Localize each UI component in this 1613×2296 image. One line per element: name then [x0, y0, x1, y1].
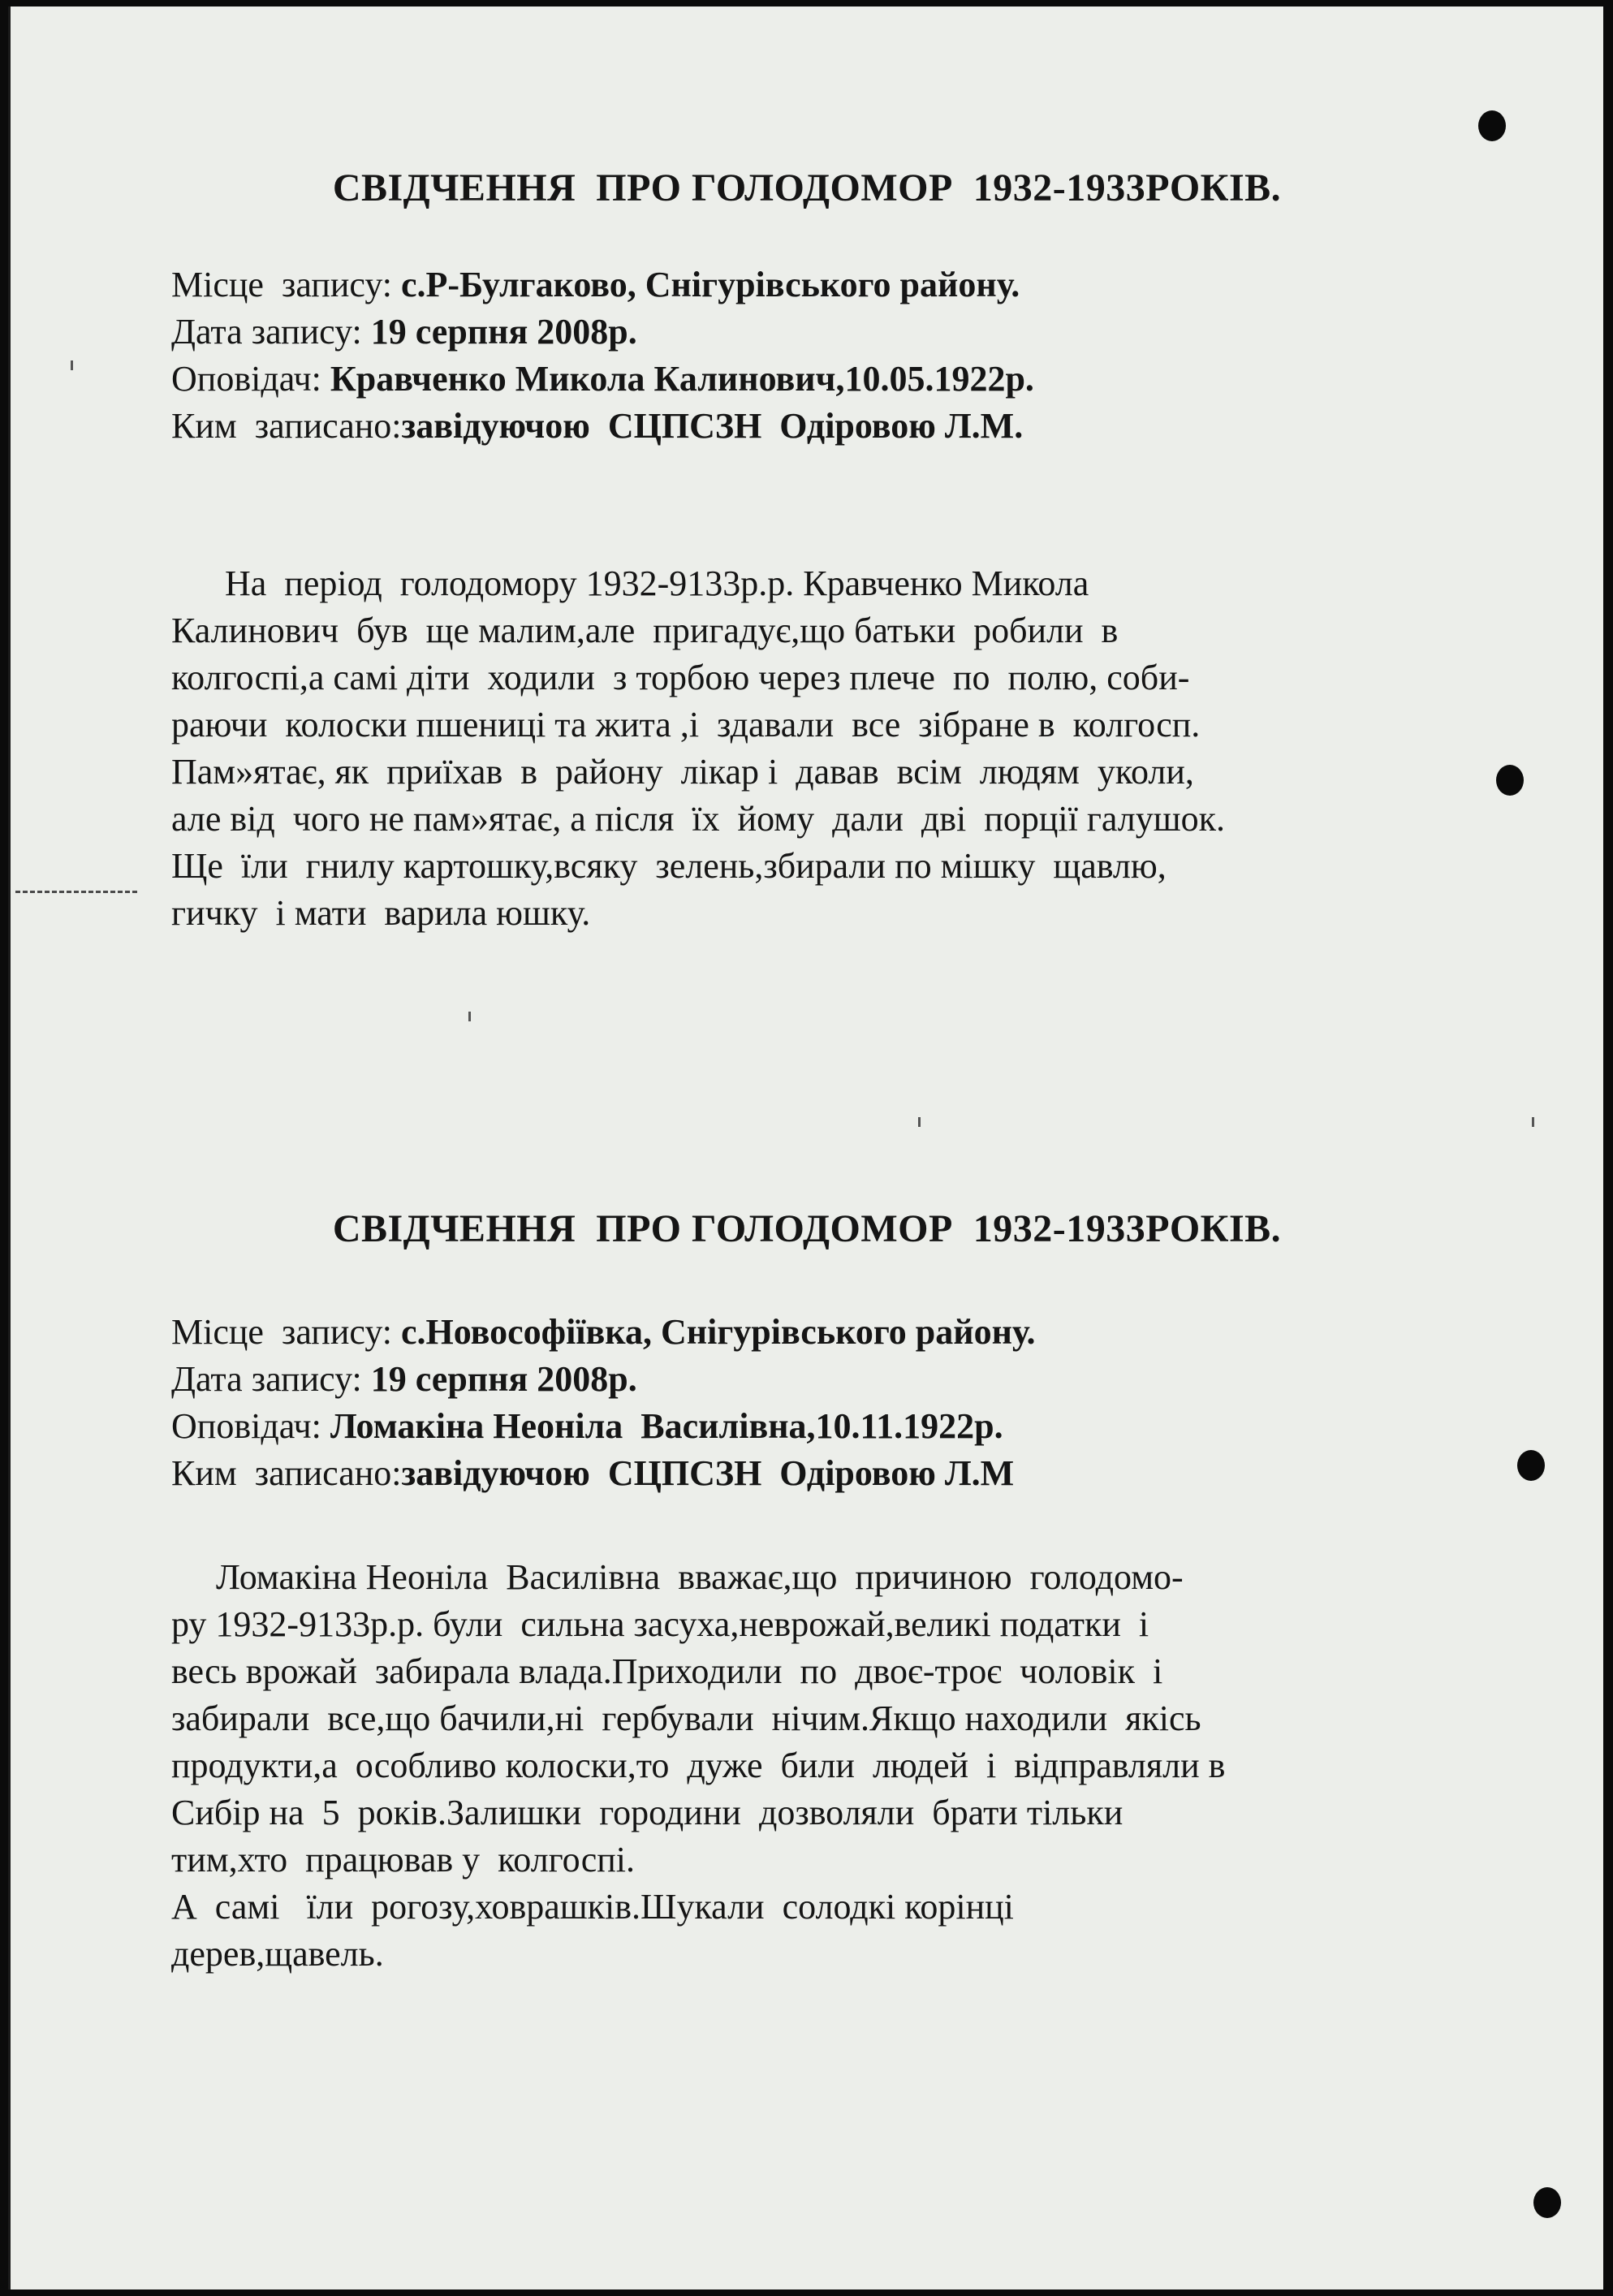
meta-value: завідуючою СЦПСЗН Одіровою Л.М — [401, 1453, 1015, 1493]
meta-label: Ким записано: — [171, 1453, 402, 1493]
testimony-metadata — [171, 261, 1034, 450]
testimony-title: СВІДЧЕННЯ ПРО ГОЛОДОМОР 1932-1933РОКІВ. — [332, 1207, 1282, 1250]
meta-value: завідуючою СЦПСЗН Одіровою Л.М. — [401, 406, 1024, 446]
recording-place-line — [171, 1309, 1036, 1356]
narrator-line — [171, 356, 1034, 403]
scan-speck — [71, 360, 73, 370]
meta-value: 19 серпня 2008р. — [370, 312, 637, 352]
meta-label: Місце запису: — [171, 265, 401, 304]
testimony-body — [171, 1554, 1470, 1978]
meta-label: Місце запису: — [171, 1312, 401, 1352]
punch-hole-mark — [1533, 2187, 1561, 2218]
body-line: ру 1932-9133р.р. були сильна засуха,неврожай,великі податки і — [171, 1604, 1149, 1644]
body-line: Ще їли гнилу картошку,всяку зелень,збирали по мішку щавлю, — [171, 846, 1167, 886]
meta-label: Оповідач: — [171, 1406, 330, 1446]
body-line: Пам»ятає, як приїхав в району лікар і давав всім людям уколи, — [171, 752, 1194, 792]
body-line: раючи колоски пшениці та жита ,і здавали все зібране в колгосп. — [171, 705, 1201, 744]
meta-label: Дата запису: — [171, 1359, 371, 1399]
body-line: забирали все,що бачили,ні гербували нічим.Якщо находили якісь — [171, 1698, 1201, 1738]
testimony-body — [171, 560, 1470, 937]
recorded-by-line — [171, 1450, 1036, 1497]
meta-label: Ким записано: — [171, 406, 402, 446]
meta-value: Ломакіна Неоніла Василівна,10.11.1922р. — [330, 1406, 1003, 1446]
body-line: весь врожай забирала влада.Приходили по двоє-троє чоловік і — [171, 1651, 1163, 1691]
meta-value: с.Новософіївка, Снігурівського району. — [400, 1312, 1036, 1352]
scan-speck — [1532, 1117, 1534, 1127]
body-line: колгоспі,а самі діти ходили з торбою через плече по полю, соби- — [171, 658, 1190, 697]
meta-value: с.Р-Булгаково, Снігурівського району. — [400, 265, 1020, 304]
punch-hole-mark — [1478, 110, 1506, 141]
recording-place-line — [171, 261, 1034, 309]
recording-date-line — [171, 1356, 1036, 1403]
recording-date-line — [171, 309, 1034, 356]
body-line: На період голодомору 1932-9133р.р. Кравченко Микола — [171, 563, 1089, 603]
punch-hole-mark — [1496, 765, 1524, 796]
body-line: Калинович був ще малим,але пригадує,що батьки робили в — [171, 611, 1119, 650]
testimony-title: СВІДЧЕННЯ ПРО ГОЛОДОМОР 1932-1933РОКІВ. — [332, 166, 1282, 209]
body-line: А самі їли рогозу,ховрашків.Шукали солодкі корінці — [171, 1887, 1014, 1927]
body-line: гичку і мати варила юшку. — [171, 893, 591, 933]
scan-speck — [468, 1012, 471, 1021]
meta-value: Кравченко Микола Калинович,10.05.1922р. — [330, 359, 1034, 399]
body-line: Ломакіна Неоніла Василівна вважає,що причиною голодомо- — [171, 1557, 1184, 1597]
punch-hole-mark — [1517, 1450, 1545, 1481]
body-line: але від чого не пам»ятає, а після їх йому дали дві порції галушок. — [171, 799, 1225, 839]
testimony-metadata — [171, 1309, 1036, 1497]
narrator-line — [171, 1403, 1036, 1450]
body-line: продукти,а особливо колоски,то дуже били людей і відправляли в — [171, 1746, 1226, 1785]
body-line: Сибір на 5 років.Залишки городини дозволяли брати тільки — [171, 1793, 1123, 1832]
meta-value: 19 серпня 2008р. — [370, 1359, 637, 1399]
body-line: тим,хто працював у колгоспі. — [171, 1840, 636, 1880]
scan-speck — [918, 1117, 921, 1127]
meta-label: Дата запису: — [171, 312, 371, 352]
body-line: дерев,щавель. — [171, 1934, 384, 1974]
document-page — [8, 6, 1603, 2290]
recorded-by-line — [171, 403, 1034, 450]
fold-dash-mark — [15, 891, 137, 893]
meta-label: Оповідач: — [171, 359, 330, 399]
